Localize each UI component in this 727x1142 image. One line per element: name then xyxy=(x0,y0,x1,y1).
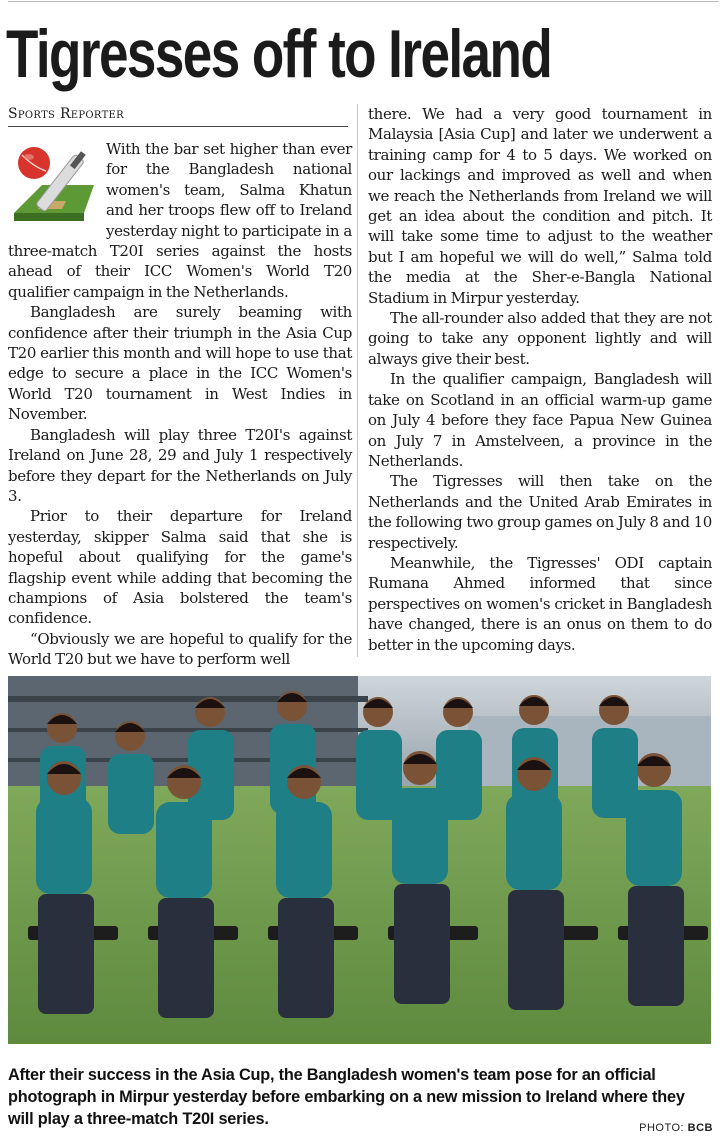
paragraph: Bangladesh will play three T20I's against Ireland on June 28, 29 and July 1 respectively before they depart for the Netherlands on July 3. xyxy=(8,425,352,505)
team-photo xyxy=(8,676,711,1044)
article-column-right xyxy=(368,104,712,655)
column-divider xyxy=(357,104,358,657)
paragraph: With the bar set higher than ever for the Bangladesh national women's team, Salma Khatun and her troops flew off to Ireland yesterday night to participate in a three-match T20I series against the hosts ahead of their ICC Women's World T20 qualifier campaign in the Netherlands. xyxy=(8,140,352,301)
cricket-bat-ball-icon xyxy=(8,141,100,233)
article-column-left xyxy=(8,139,352,670)
headline: Tigresses off to Ireland xyxy=(6,16,552,92)
paragraph: In the qualifier campaign, Bangladesh will take on Scotland in an official warm-up game on July 4 before they face Papua New Guinea on July 7 in Amstelveen, a province in the Netherlands. xyxy=(368,370,712,470)
paragraph: Meanwhile, the Tigresses' ODI captain Rumana Ahmed informed that since perspectives on women's cricket in Bangladesh have changed, there is an onus on them to do better in the upcoming days. xyxy=(368,553,712,654)
photo-credit xyxy=(639,1122,713,1134)
team-photo-illustration xyxy=(8,676,711,1044)
paragraph: The all-rounder also added that they are not going to take any opponent lightly and will always give their best. xyxy=(368,309,712,368)
paragraph: there. We had a very good tournament in Malaysia [Asia Cup] and later we underwent a training camp for 4 to 5 days. We worked on our lackings and improved as well and when we reach the Netherlands from Ireland we will get an idea about the condition and pitch. It will take some time to adjust to the weather but I am hopeful we will do well,” Salma told the media at the Sher-e-Bangla National Stadium in Mirpur yesterday. xyxy=(368,105,712,307)
paragraph: “Obviously we are hopeful to qualify for the World T20 but we have to perform well xyxy=(8,629,352,669)
photo-credit-source: BCB xyxy=(687,1122,713,1134)
photo-credit-label: PHOTO: xyxy=(639,1122,685,1134)
paragraph: Prior to their departure for Ireland yesterday, skipper Salma said that she is hopeful about qualifying for the game's flagship event while adding that becoming the champions of Asia bolstered the team's confidence. xyxy=(8,507,352,628)
paragraph: Bangladesh are surely beaming with confidence after their triumph in the Asia Cup T20 earlier this month and will hope to use that edge to secure a place in the ICC Women's World T20 tournament in West Indies in November. xyxy=(8,303,352,424)
byline: Sports Reporter xyxy=(8,104,348,127)
top-rule xyxy=(8,1,719,2)
paragraph: The Tigresses will then take on the Netherlands and the United Arab Emirates in the following two group games on July 8 and 10 respectively. xyxy=(368,472,712,552)
photo-caption: After their success in the Asia Cup, the Bangladesh women's team pose for an official photograph in Mirpur yesterday before embarking on a new mission to Ireland where they will play a three-match T20I series. xyxy=(8,1066,685,1128)
